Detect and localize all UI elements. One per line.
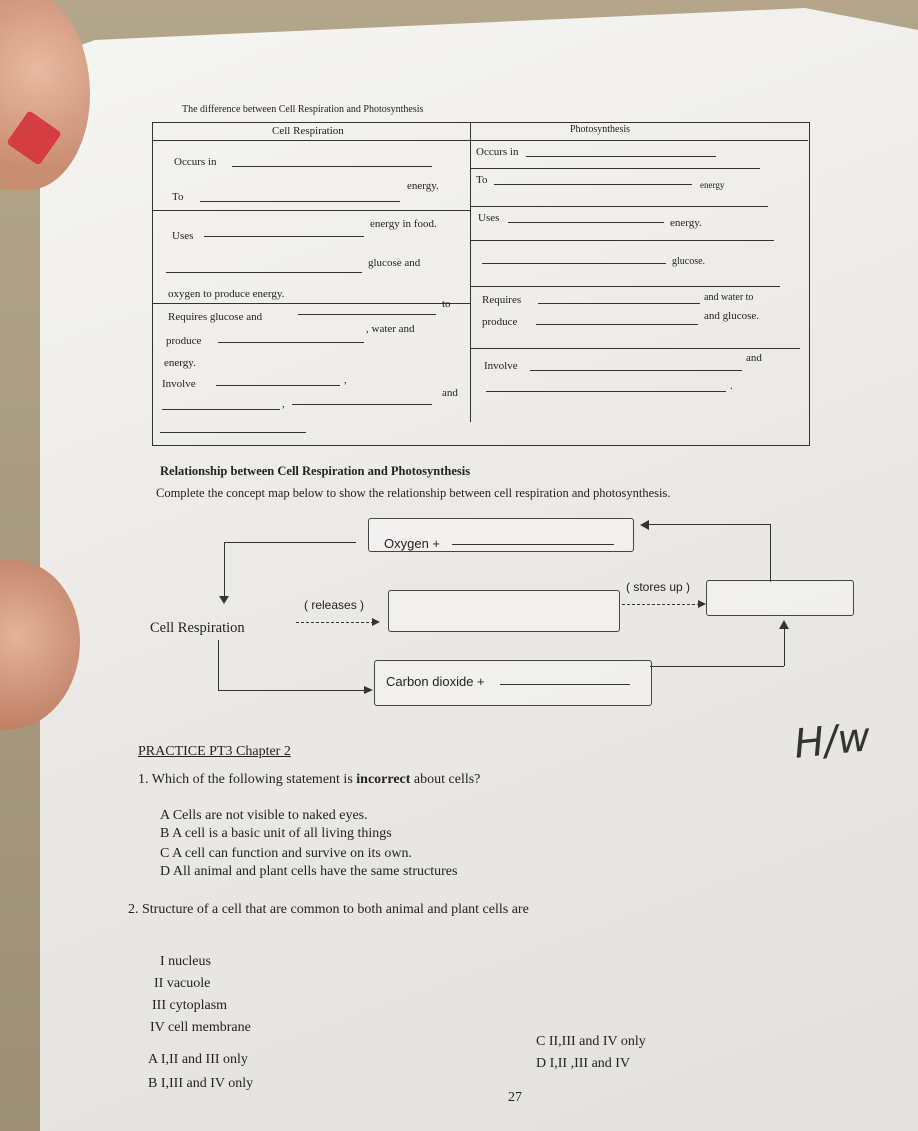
q1-option-d[interactable]: D All animal and plant cells have the same structures — [160, 864, 458, 879]
concept-instruction: Complete the concept map below to show the relationship between cell respiration and photosynthesis. — [156, 486, 671, 500]
q1-text: Which of the following statement is — [151, 772, 353, 787]
header-rule — [152, 140, 808, 141]
photosynthesis-answer-box[interactable] — [706, 580, 854, 616]
row-rule — [470, 206, 768, 207]
blank-line — [494, 184, 692, 185]
left-comma2: , — [282, 398, 285, 410]
right-occurs-in: Occurs in — [476, 146, 519, 158]
left-header: Cell Respiration — [272, 125, 344, 137]
right-uses-tail: energy. — [670, 217, 702, 229]
blank-line — [160, 432, 306, 433]
arrow-left — [640, 520, 649, 530]
connector — [642, 524, 770, 525]
blank-line — [166, 272, 362, 273]
q1-tail: about cells? — [413, 772, 481, 787]
right-requires-tail: and water to — [704, 292, 754, 303]
q1-option-c[interactable]: C A cell can function and survive on its own. — [160, 846, 412, 861]
blank-line — [530, 370, 742, 371]
blank-line — [218, 342, 364, 343]
q2-item-1: I nucleus — [160, 954, 211, 969]
right-header: Photosynthesis — [570, 124, 631, 135]
left-oxygen-line: oxygen to produce energy. — [168, 288, 285, 300]
blank-line — [538, 303, 700, 304]
q2-option-c[interactable]: C II,III and IV only — [536, 1034, 646, 1049]
blank-line — [204, 236, 364, 237]
practice-heading: PRACTICE PT3 Chapter 2 — [138, 744, 291, 759]
blank-line — [536, 324, 698, 325]
q2-option-b[interactable]: B I,III and IV only — [148, 1076, 254, 1091]
blank-line — [200, 201, 400, 202]
left-involve: Involve — [162, 378, 196, 390]
right-uses: Uses — [478, 212, 500, 224]
stores-up-label: ( stores up ) — [626, 580, 691, 594]
connector — [218, 640, 219, 690]
right-to-tail: energy — [700, 180, 725, 190]
q1-option-a[interactable]: A Cells are not visible to naked eyes. — [160, 808, 368, 823]
connector — [770, 524, 771, 582]
arrow-right — [698, 600, 706, 608]
q2-option-a[interactable]: A I,II and III only — [148, 1052, 248, 1067]
left-involve-comma: , — [344, 374, 347, 386]
q2-option-d[interactable]: D I,II ,III and IV — [536, 1056, 631, 1071]
left-requires: Requires glucose and — [168, 311, 263, 323]
right-produce-tail: and glucose. — [704, 310, 759, 322]
handwriting-hw: H/w — [791, 714, 873, 768]
carbon-dioxide-label: Carbon dioxide + — [386, 674, 485, 689]
blank-line — [232, 166, 432, 167]
blank-line — [526, 156, 716, 157]
blank-line — [482, 263, 666, 264]
row-rule — [470, 168, 760, 169]
comparison-table — [152, 122, 810, 446]
connector — [224, 542, 225, 598]
q1-emph: incorrect — [356, 772, 411, 787]
page-number: 27 — [508, 1090, 522, 1105]
arrow-down — [219, 596, 229, 604]
cell-respiration-label: Cell Respiration — [150, 620, 245, 636]
q2-item-3: III cytoplasm — [152, 998, 228, 1013]
right-produce: produce — [482, 316, 518, 328]
arrow-up — [779, 620, 789, 629]
q2-item-4: IV cell membrane — [150, 1020, 251, 1035]
right-period: . — [730, 380, 733, 392]
connector — [218, 690, 366, 691]
left-glucose-and: glucose and — [368, 257, 421, 269]
left-produce: produce — [166, 335, 202, 347]
q1-number: 1. — [138, 772, 149, 787]
left-requires-tail: to — [442, 298, 451, 310]
left-uses-tail: energy in food. — [370, 218, 437, 230]
left-uses: Uses — [172, 230, 194, 242]
blank-line — [216, 385, 340, 386]
right-to: To — [476, 174, 488, 186]
table-title: The difference between Cell Respiration and Photosynthesis — [182, 104, 424, 115]
row-rule — [470, 286, 780, 287]
right-involve-tail: and — [746, 352, 762, 364]
q2-question: 2. Structure of a cell that are common to both animal and plant cells are — [128, 902, 529, 917]
blank-line — [292, 404, 432, 405]
releases-label: ( releases ) — [304, 598, 365, 612]
connector — [224, 542, 356, 543]
row-rule — [152, 303, 470, 304]
blank-line — [486, 391, 726, 392]
q1-question — [138, 772, 480, 788]
right-involve: Involve — [484, 360, 518, 372]
dashed-arrow — [622, 604, 700, 605]
right-requires: Requires — [482, 294, 522, 306]
blank-line — [508, 222, 664, 223]
row-rule — [470, 240, 774, 241]
arrow-right — [372, 618, 380, 626]
q1-option-b[interactable]: B A cell is a basic unit of all living things — [160, 826, 392, 841]
blank-line — [162, 409, 280, 410]
left-and: and — [442, 387, 458, 399]
left-to-tail: energy. — [407, 180, 439, 192]
left-to: To — [172, 191, 184, 203]
energy-answer-box[interactable] — [388, 590, 620, 632]
dashed-arrow — [296, 622, 374, 623]
row-rule — [152, 210, 470, 211]
left-produce-tail: , water and — [366, 323, 415, 335]
oxygen-label: Oxygen + — [384, 536, 441, 551]
right-glucose: glucose. — [672, 256, 706, 267]
table-divider — [470, 122, 471, 422]
connector — [784, 628, 785, 666]
left-occurs-in: Occurs in — [174, 156, 217, 168]
row-rule — [470, 348, 800, 349]
concept-heading: Relationship between Cell Respiration and Photosynthesis — [160, 464, 471, 478]
q2-item-2: II vacuole — [154, 976, 211, 991]
left-energy: energy. — [164, 357, 196, 369]
blank-line — [298, 314, 436, 315]
answer-line[interactable] — [452, 544, 614, 545]
connector — [650, 666, 784, 667]
arrow-right — [364, 686, 373, 694]
answer-line[interactable] — [500, 684, 630, 685]
